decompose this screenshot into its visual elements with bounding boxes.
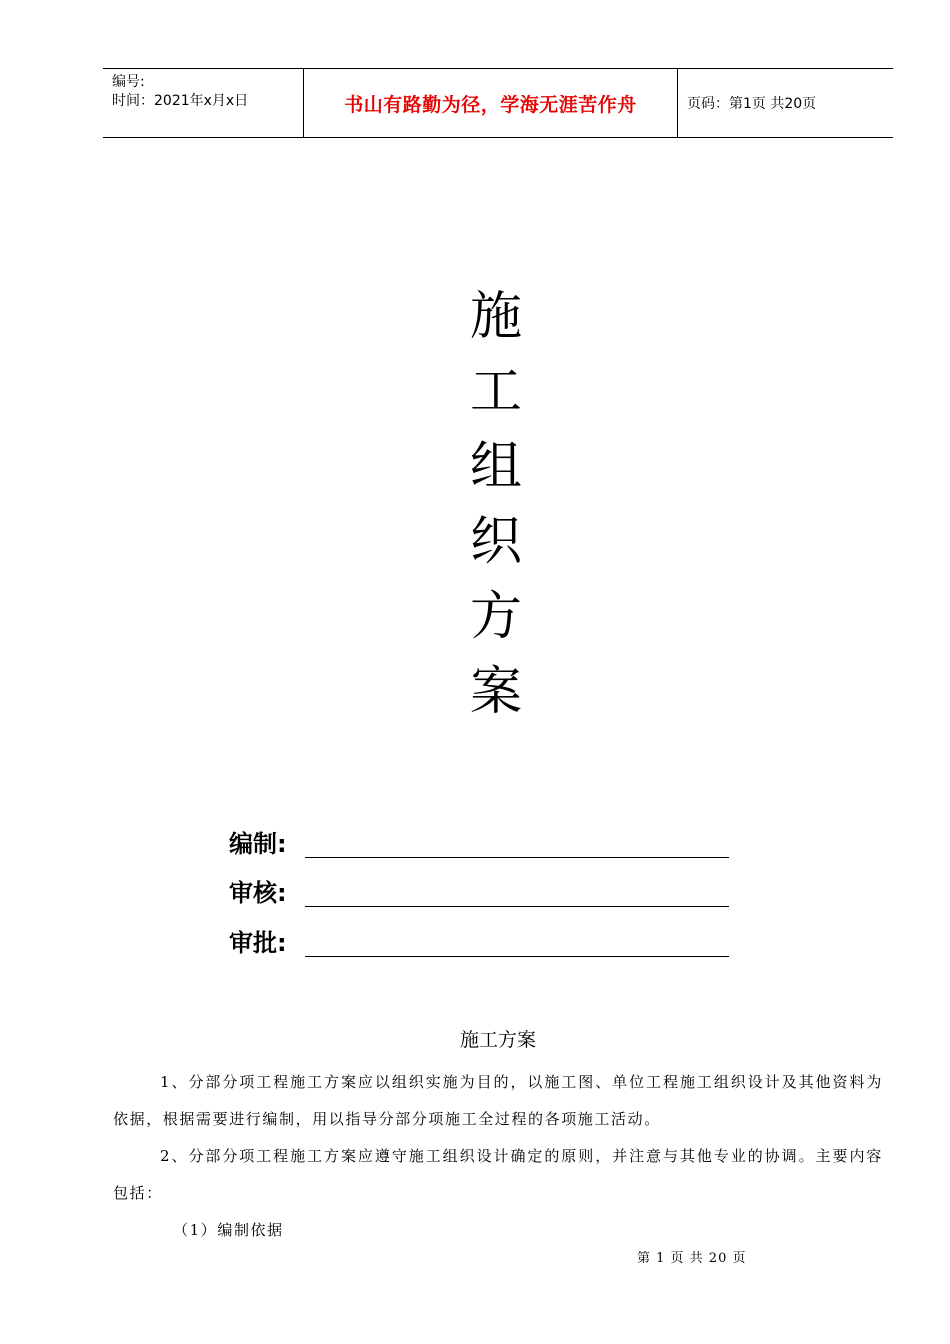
document-title <box>466 280 526 730</box>
document-number-label: 编号: <box>112 74 145 90</box>
paragraph-3: （1）编制依据 <box>173 1221 284 1239</box>
title-char: 织 <box>469 512 522 572</box>
header-motto: 书山有路勤为径，学海无涯苦作舟 <box>344 93 637 116</box>
header-table <box>103 68 893 138</box>
title-char: 方 <box>469 587 522 647</box>
title-char: 工 <box>469 362 522 422</box>
section-title: 施工方案 <box>459 1029 536 1051</box>
title-char: 案 <box>469 662 522 722</box>
signature-row-review <box>229 867 729 907</box>
header-page-cell <box>678 69 893 137</box>
title-char: 施 <box>469 287 522 347</box>
header-motto-cell <box>304 69 678 137</box>
compile-signature-line[interactable] <box>305 833 729 858</box>
signature-row-approve <box>229 917 729 957</box>
signature-row-compile <box>229 818 729 858</box>
header-page-code: 页码：第1页 共20页 <box>687 96 817 112</box>
paragraph-2: 2、分部分项工程施工方案应遵守施工组织设计确定的原则，并注意与其他专业的协调。主要内容包括： <box>113 1147 883 1202</box>
paragraph-1: 1、分部分项工程施工方案应以组织实施为目的，以施工图、单位工程施工组织设计及其他资料为依据，根据需要进行编制，用以指导分部分项施工全过程的各项施工活动。 <box>113 1073 883 1128</box>
title-char: 组 <box>469 437 522 497</box>
body-content <box>113 1025 883 1249</box>
review-label: 审核: <box>229 879 287 907</box>
page-footer: 第 1 页 共 20 页 <box>637 1251 747 1266</box>
approve-signature-line[interactable] <box>305 932 729 957</box>
approve-label: 审批: <box>229 929 287 957</box>
compile-label: 编制: <box>229 830 287 858</box>
document-time-label: 时间：2021年x月x日 <box>112 93 249 109</box>
header-info-cell <box>103 69 304 137</box>
review-signature-line[interactable] <box>305 882 729 907</box>
